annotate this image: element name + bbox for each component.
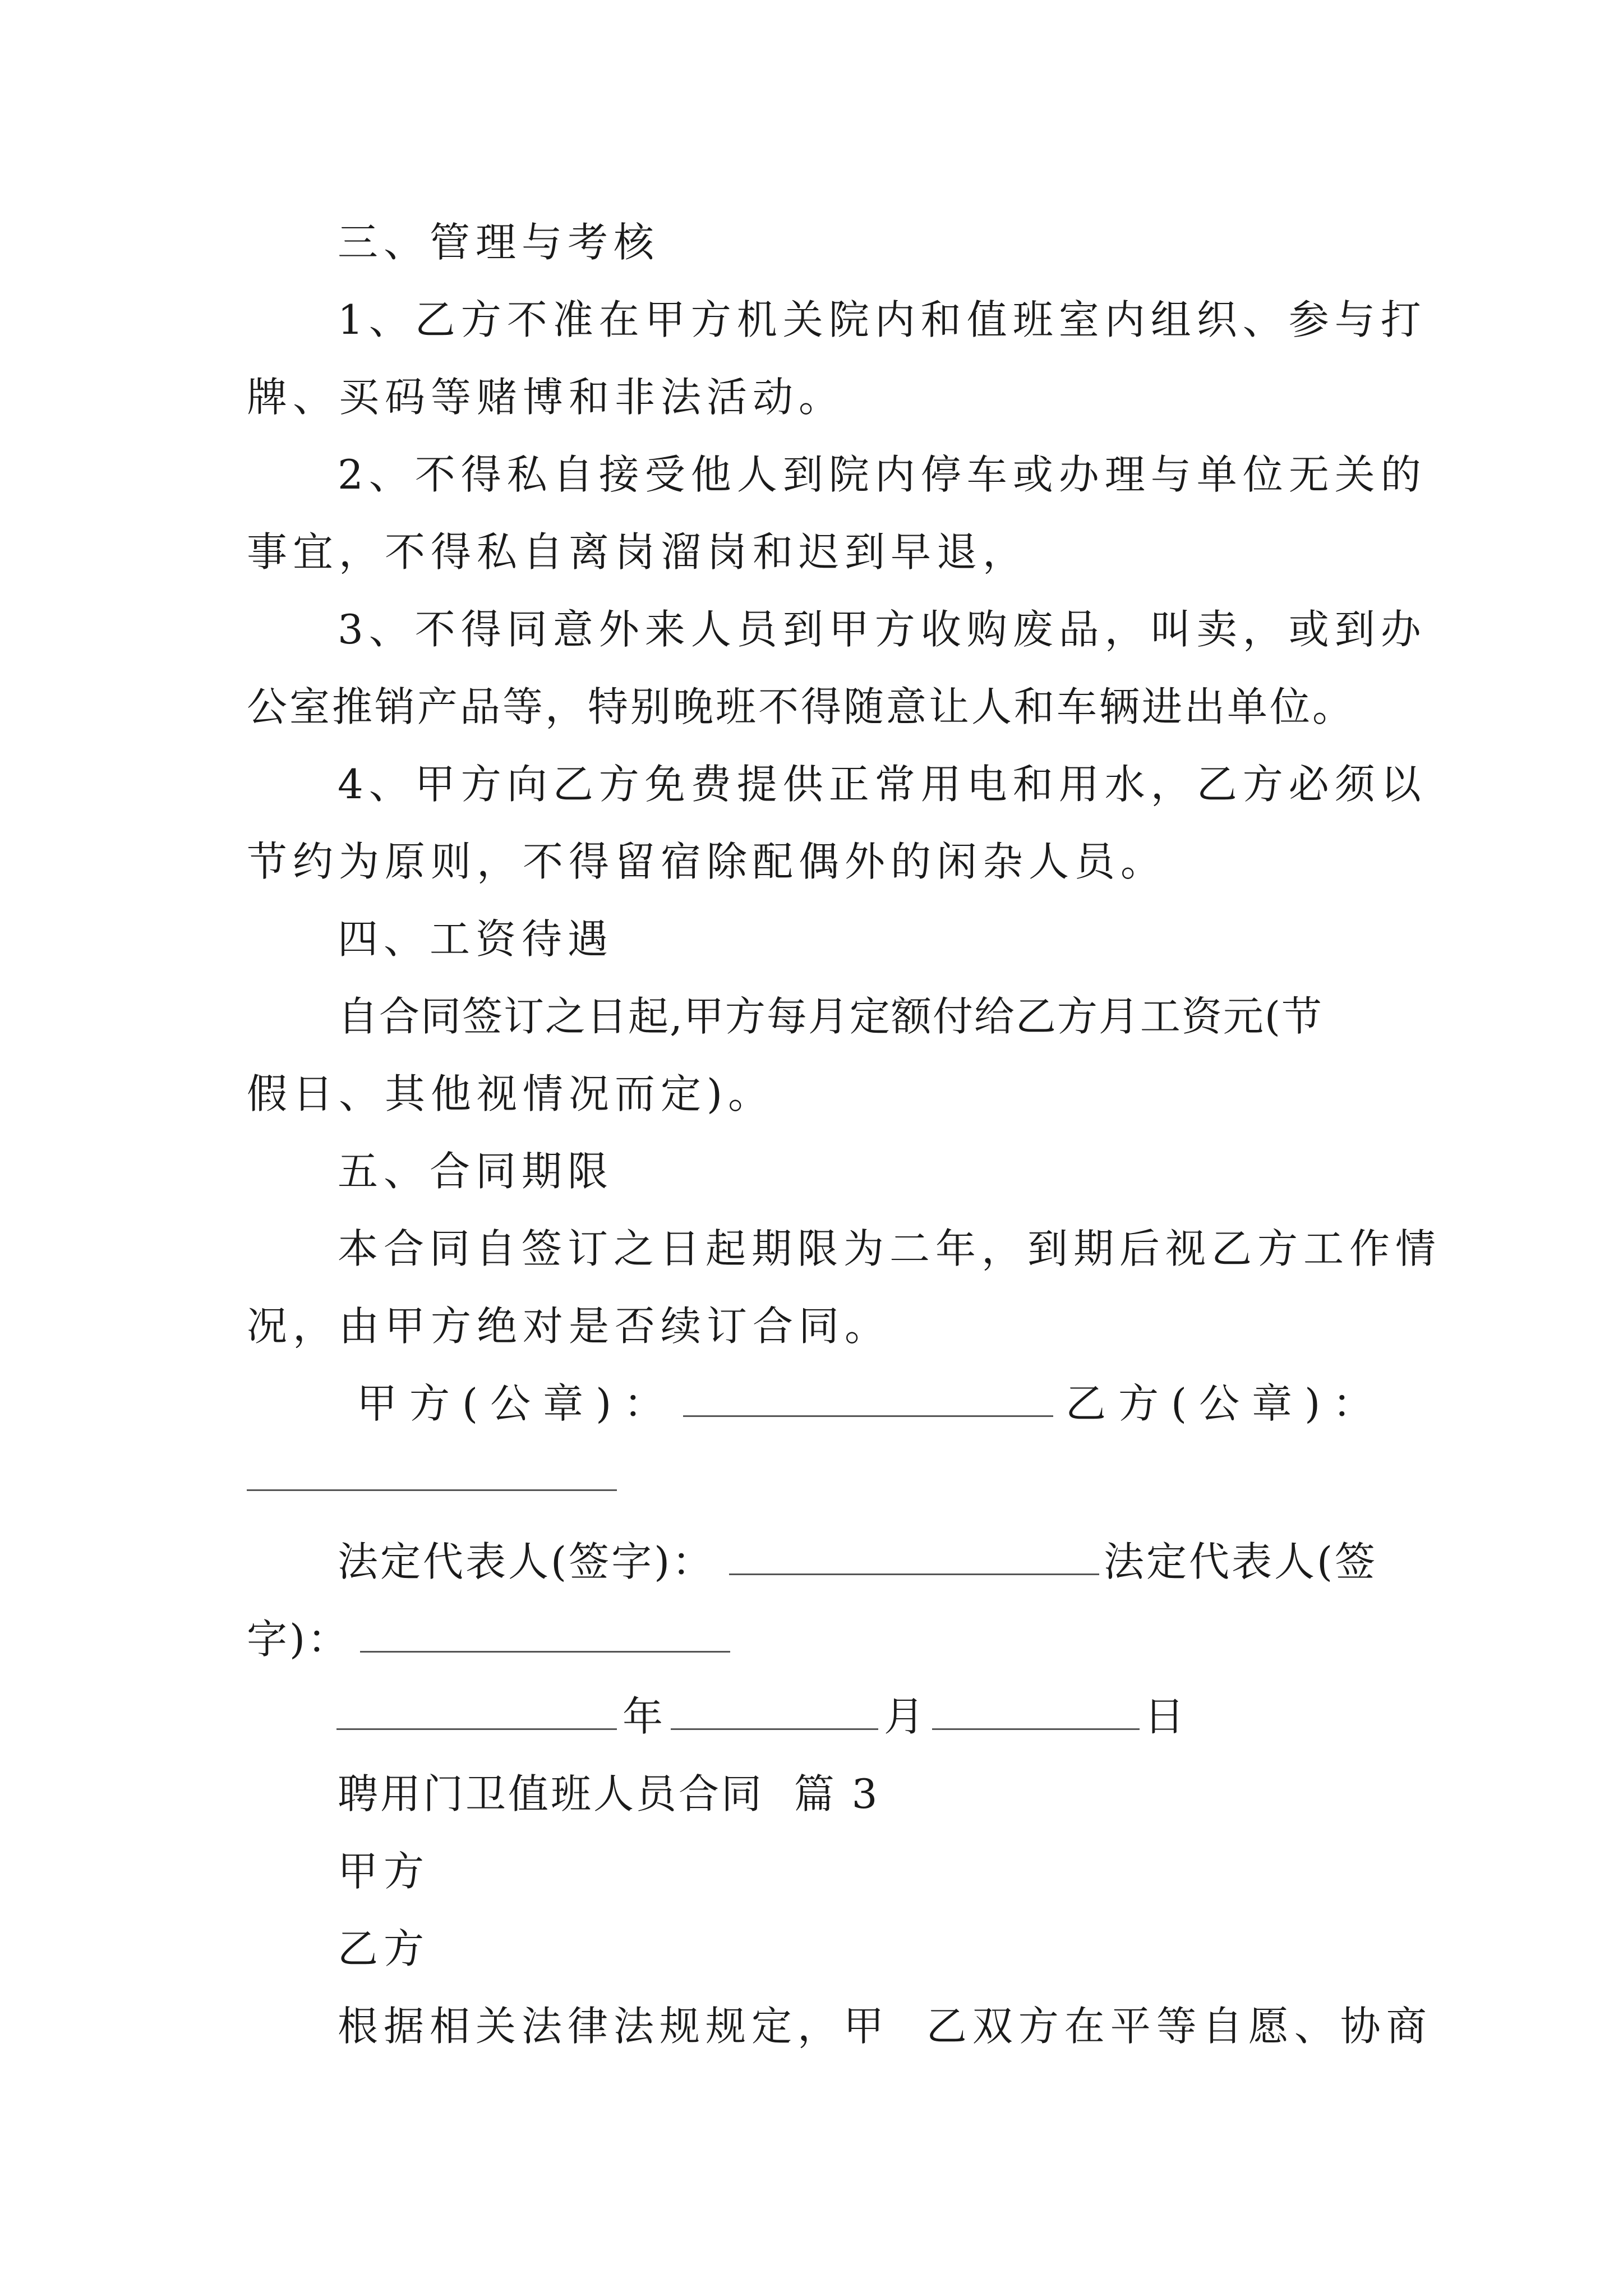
section3-heading: 三、管理与考核 bbox=[338, 219, 660, 266]
contract3-title: 聘用门卫值班人员合同 篇 3 bbox=[338, 1770, 880, 1818]
party-b-seal-blank bbox=[247, 1489, 617, 1491]
legal-rep-b-label-part2: 字)： bbox=[247, 1616, 351, 1663]
month-blank bbox=[671, 1728, 878, 1730]
term-line2: 况，由甲方绝对是否续订合同。 bbox=[247, 1303, 891, 1350]
month-label: 月 bbox=[884, 1693, 930, 1740]
party-b-seal-label: 乙方(公章)： bbox=[1066, 1380, 1386, 1427]
party-a-label: 甲方 bbox=[338, 1848, 430, 1895]
day-blank bbox=[932, 1728, 1140, 1730]
party-b-label: 乙方 bbox=[338, 1925, 430, 1972]
item4-line2: 节约为原则，不得留宿除配偶外的闲杂人员。 bbox=[247, 838, 1167, 885]
term-line1: 本合同自签订之日起期限为二年，到期后视乙方工作情 bbox=[338, 1225, 1442, 1272]
day-label: 日 bbox=[1144, 1693, 1191, 1740]
section4-heading: 四、工资待遇 bbox=[338, 915, 614, 963]
salary-line2: 假日、其他视情况而定)。 bbox=[247, 1070, 774, 1117]
item2-line1: 2、不得私自接受他人到院内停车或办理与单位无关的 bbox=[338, 451, 1427, 498]
party-a-seal-blank bbox=[683, 1415, 1053, 1417]
item2-line2: 事宜，不得私自离岗溜岗和迟到早退， bbox=[247, 528, 1029, 576]
item1-line1: 1、乙方不准在甲方机关院内和值班室内组织、参与打 bbox=[338, 296, 1427, 343]
legal-rep-a-blank bbox=[729, 1573, 1099, 1575]
legal-rep-b-label-part1: 法定代表人(签 bbox=[1104, 1538, 1378, 1585]
legal-rep-a-label: 法定代表人(签字)： bbox=[338, 1538, 715, 1585]
section5-heading: 五、合同期限 bbox=[338, 1148, 614, 1195]
legal-rep-b-blank bbox=[360, 1650, 730, 1653]
year-label: 年 bbox=[623, 1693, 669, 1740]
item4-line1: 4、甲方向乙方免费提供正常用电和用水，乙方必须以 bbox=[338, 761, 1427, 808]
item1-line2: 牌、买码等赌博和非法活动。 bbox=[247, 374, 845, 421]
salary-line1: 自合同签订之日起,甲方每月定额付给乙方月工资元(节 bbox=[338, 993, 1323, 1040]
year-blank bbox=[336, 1728, 617, 1730]
item3-line1: 3、不得同意外来人员到甲方收购废品，叫卖，或到办 bbox=[338, 606, 1427, 653]
item3-line2: 公室推销产品等，特别晚班不得随意让人和车辆进出单位。 bbox=[247, 683, 1355, 730]
party-a-seal-label: 甲方(公章)： bbox=[357, 1380, 677, 1427]
intro-line1: 根据相关法律法规规定，甲 乙双方在平等自愿、协商 bbox=[338, 2003, 1432, 2050]
